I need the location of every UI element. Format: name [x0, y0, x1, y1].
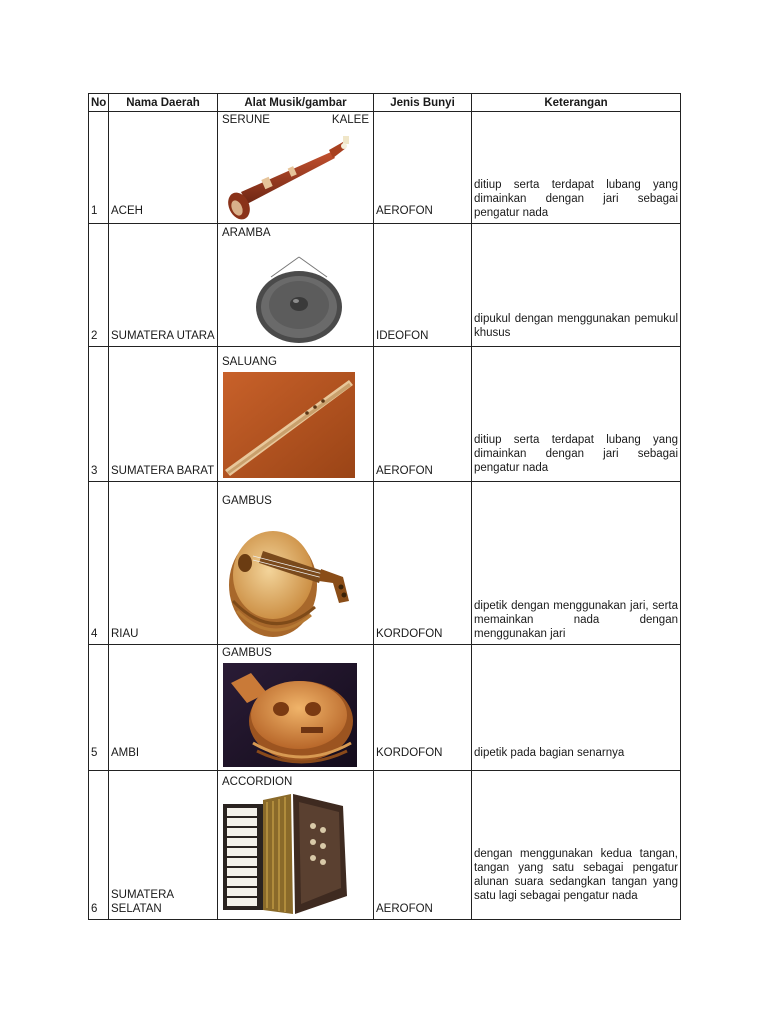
- instrument-name: GAMBUS: [222, 495, 272, 507]
- accordion-picture: [223, 792, 353, 916]
- table-row: [89, 645, 681, 771]
- header-sound-type: Jenis Bunyi: [374, 94, 472, 112]
- row-description: ditiup serta terdapat lubang yang dimainkan dengan jari sebagai pengatur nada: [472, 347, 681, 482]
- row-region: ACEH: [109, 112, 218, 224]
- row-description: dengan menggunakan kedua tangan, tangan yang satu sebagai pengatur alunan suara sedangkan tangan yang satu lagi sebagai pengatur nada: [472, 771, 681, 920]
- row-sound-type: AEROFON: [374, 112, 472, 224]
- row-description: ditiup serta terdapat lubang yang dimainkan dengan jari sebagai pengatur nada: [472, 112, 681, 224]
- saluang-flute-picture: [223, 372, 355, 478]
- table-row: [89, 347, 681, 482]
- instrument-table: [88, 93, 681, 920]
- header-instrument: Alat Musik/gambar: [218, 94, 374, 112]
- table-row: [89, 112, 681, 224]
- row-instrument: [218, 112, 374, 224]
- row-instrument: [218, 224, 374, 347]
- gambus-lute-picture: [223, 511, 357, 641]
- row-no: 1: [89, 112, 109, 224]
- row-description: dipetik pada bagian senarnya: [472, 645, 681, 771]
- aramba-gong-picture: [223, 243, 353, 343]
- header-region: Nama Daerah: [109, 94, 218, 112]
- row-region: AMBI: [109, 645, 218, 771]
- row-instrument: [218, 771, 374, 920]
- header-no: No: [89, 94, 109, 112]
- row-instrument: [218, 645, 374, 771]
- row-no: 4: [89, 482, 109, 645]
- row-sound-type: KORDOFON: [374, 645, 472, 771]
- instrument-name: SERUNE KALEE: [222, 114, 369, 126]
- row-sound-type: AEROFON: [374, 771, 472, 920]
- gambus-lute-dark-picture: [223, 663, 357, 767]
- row-description: dipukul dengan menggunakan pemukul khusus: [472, 224, 681, 347]
- row-description: dipetik dengan menggunakan jari, serta memainkan nada dengan menggunakan jari: [472, 482, 681, 645]
- row-instrument: [218, 347, 374, 482]
- row-sound-type: AEROFON: [374, 347, 472, 482]
- table-row: [89, 224, 681, 347]
- serune-kalee-picture: [223, 130, 353, 220]
- instrument-name: GAMBUS: [222, 647, 272, 659]
- row-no: 3: [89, 347, 109, 482]
- row-no: 2: [89, 224, 109, 347]
- row-instrument: [218, 482, 374, 645]
- row-sound-type: KORDOFON: [374, 482, 472, 645]
- table-row: [89, 482, 681, 645]
- row-no: 5: [89, 645, 109, 771]
- instrument-name: ACCORDION: [222, 776, 293, 788]
- row-region: RIAU: [109, 482, 218, 645]
- row-region: SUMATERA BARAT: [109, 347, 218, 482]
- row-region: SUMATERA SELATAN: [109, 771, 218, 920]
- row-no: 6: [89, 771, 109, 920]
- header-description: Keterangan: [472, 94, 681, 112]
- instrument-name: ARAMBA: [222, 227, 271, 239]
- row-sound-type: IDEOFON: [374, 224, 472, 347]
- instrument-name: SALUANG: [222, 356, 277, 368]
- table-row: [89, 771, 681, 920]
- table-header-row: [89, 94, 681, 112]
- row-region: SUMATERA UTARA: [109, 224, 218, 347]
